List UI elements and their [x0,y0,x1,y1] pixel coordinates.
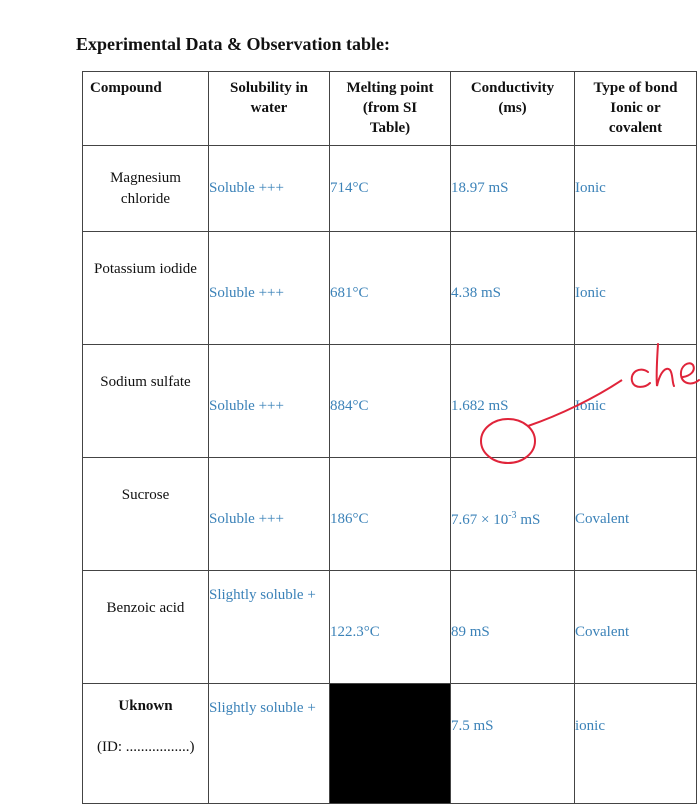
page-title: Experimental Data & Observation table: [76,34,390,54]
bond-type-cell: Ionic [575,146,697,232]
table-row [83,684,697,804]
header-compound: Compound [83,72,209,146]
solubility-cell: Soluble +++ [209,232,330,345]
bond-type-cell: Ionic [575,345,697,458]
header-row [83,72,697,146]
conductivity-cell: 4.38 mS [451,232,575,345]
header-bond-type: Type of bond Ionic or covalent [575,72,697,146]
conductivity-cell: 89 mS [451,571,575,684]
conductivity-cell: 18.97 mS [451,146,575,232]
header-conductivity: Conductivity (ms) [451,72,575,146]
solubility-cell: Slightly soluble + [209,571,330,684]
compound-cell: Potassium iodide [83,232,209,345]
solubility-cell: Soluble +++ [209,345,330,458]
table-row [83,146,697,232]
compound-cell [83,684,209,804]
bond-type-cell: ionic [575,684,697,804]
observation-table [82,71,697,804]
bond-type-cell: Ionic [575,232,697,345]
melting-point-cell: 186°C [330,458,451,571]
melting-point-cell: 681°C [330,232,451,345]
compound-cell: Magnesium chloride [83,146,209,232]
melting-point-cell: 884°C [330,345,451,458]
compound-cell: Benzoic acid [83,571,209,684]
table-row [83,571,697,684]
melting-point-cell: 714°C [330,146,451,232]
table-row [83,232,697,345]
conductivity-cell: 7.5 mS [451,684,575,804]
conductivity-cell: 1.682 mS [451,345,575,458]
bond-type-cell: Covalent [575,458,697,571]
table-row [83,345,697,458]
compound-cell: Sucrose [83,458,209,571]
compound-cell: Sodium sulfate [83,345,209,458]
bond-type-cell: Covalent [575,571,697,684]
conductivity-exponent: -3 [508,509,517,521]
conductivity-cell: $7.67 \times 10^{-3}$ mS [451,458,575,571]
solubility-cell: Soluble +++ [209,146,330,232]
solubility-cell: Soluble +++ [209,458,330,571]
solubility-cell: Slightly soluble + [209,684,330,804]
unknown-compound-name: Uknown [118,698,173,714]
header-melting-point: Melting point (from SI Table) [330,72,451,146]
unknown-id-field: (ID: .................) [97,739,195,755]
header-solubility: Solubility in water [209,72,330,146]
melting-point-cell: 122.3°C [330,571,451,684]
redacted-melting-point-cell [330,684,451,804]
table-row [83,458,697,571]
